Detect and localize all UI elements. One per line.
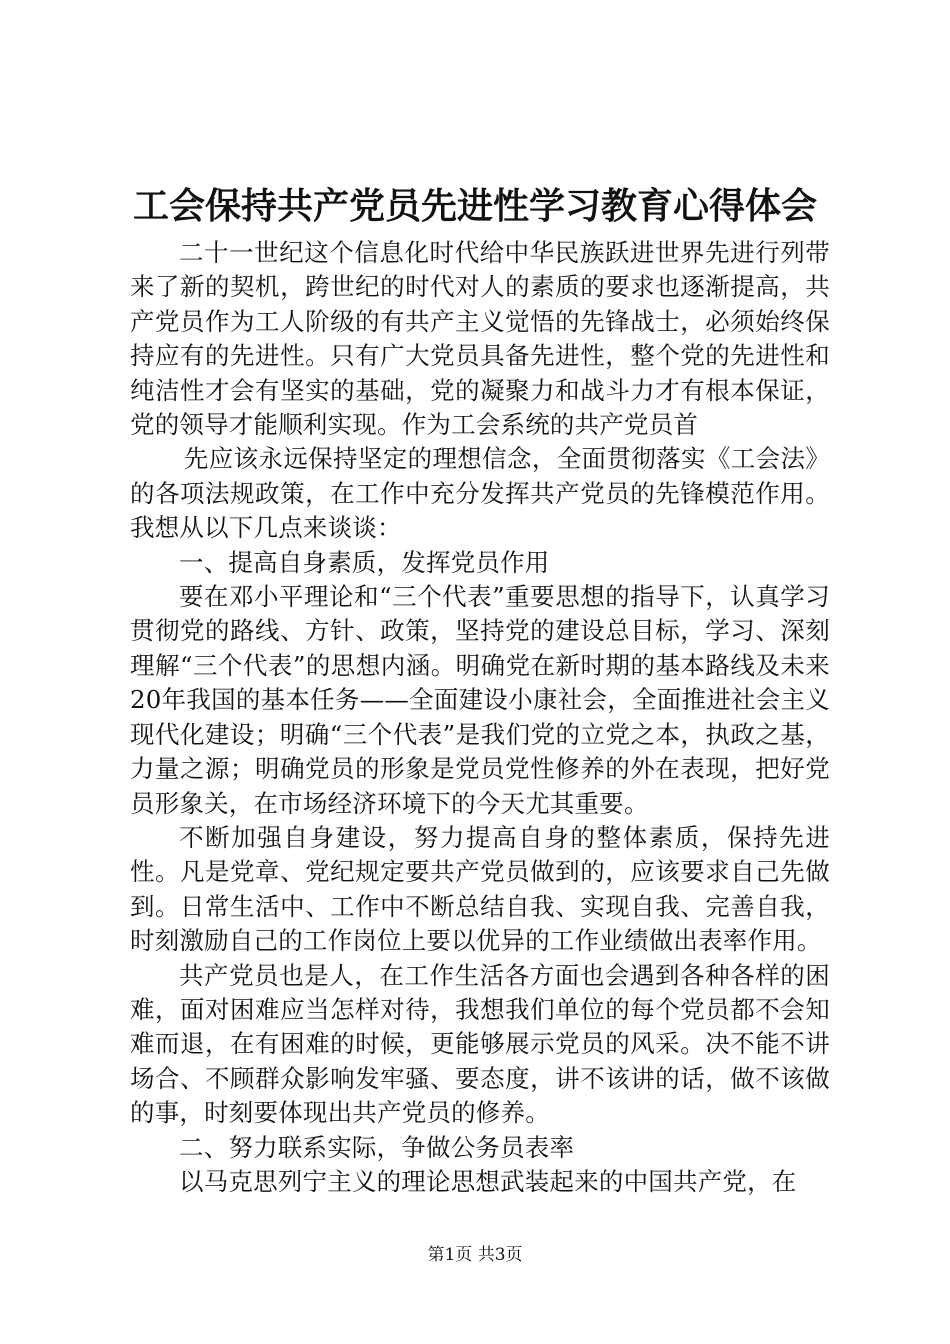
paragraph-continuation: 先应该永远保持坚定的理想信念，全面贯彻落实《工会法》的各项法规政策，在工作中充分发挥共产党员的先锋模范作用。我想从以下几点来谈谈： — [130, 444, 830, 543]
paragraph-self-building: 不断加强自身建设，努力提高自身的整体素质，保持先进性。凡是党章、党纪规定要共产党员做到的，应该要求自己先做到。日常生活中、工作中不断总结自我、实现自我、完善自我，时刻激励自己的工作岗位上要以优异的工作业绩做出表率作用。 — [130, 822, 830, 956]
document-title: 工会保持共产党员先进性学习教育心得体会 — [132, 186, 817, 227]
paragraph-difficulties: 共产党员也是人，在工作生活各方面也会遇到各种各样的困难，面对困难应当怎样对待，我想我们单位的每个党员都不会知难而退，在有困难的时候，更能够展示党员的风采。决不能不讲场合、不顾群众影响发牢骚、要态度，讲不该讲的话，做不该做的事，时刻要体现出共产党员的修养。 — [130, 960, 830, 1128]
page-footer: 第1页 共3页 — [427, 1245, 523, 1265]
paragraph-theory: 要在邓小平理论和“三个代表”重要思想的指导下，认真学习贯彻党的路线、方针、政策，坚持党的建设总目标，学习、深刻理解“三个代表”的思想内涵。明确党在新时期的基本路线及未来20年我国的基本任务——全面建设小康社会，全面推进社会主义现代化建设；明确“三个代表”是我们党的立党之本，执政之基，力量之源；明确党员的形象是党员党性修养的外在表现，把好党员形象关，在市场经济环境下的今天尤其重要。 — [130, 582, 830, 818]
section-heading-two: 二、努力联系实际，争做公务员表率 — [179, 1132, 575, 1162]
document-body — [130, 236, 830, 1199]
paragraph-intro: 二十一世纪这个信息化时代给中华民族跃进世界先进行列带来了新的契机，跨世纪的时代对人的素质的要求也逐渐提高，共产党员作为工人阶级的有共产主义觉悟的先锋战士，必须始终保持应有的先进性。只有广大党员具备先进性，整个党的先进性和纯洁性才会有坚实的基础，党的凝聚力和战斗力才有根本保证，党的领导才能顺利实现。作为工会系统的共产党员首 — [130, 238, 830, 440]
paragraph-marxism: 以马克思列宁主义的理论思想武装起来的中国共产党，在 — [179, 1166, 797, 1196]
section-heading-one: 一、提高自身素质，发挥党员作用 — [179, 547, 550, 577]
